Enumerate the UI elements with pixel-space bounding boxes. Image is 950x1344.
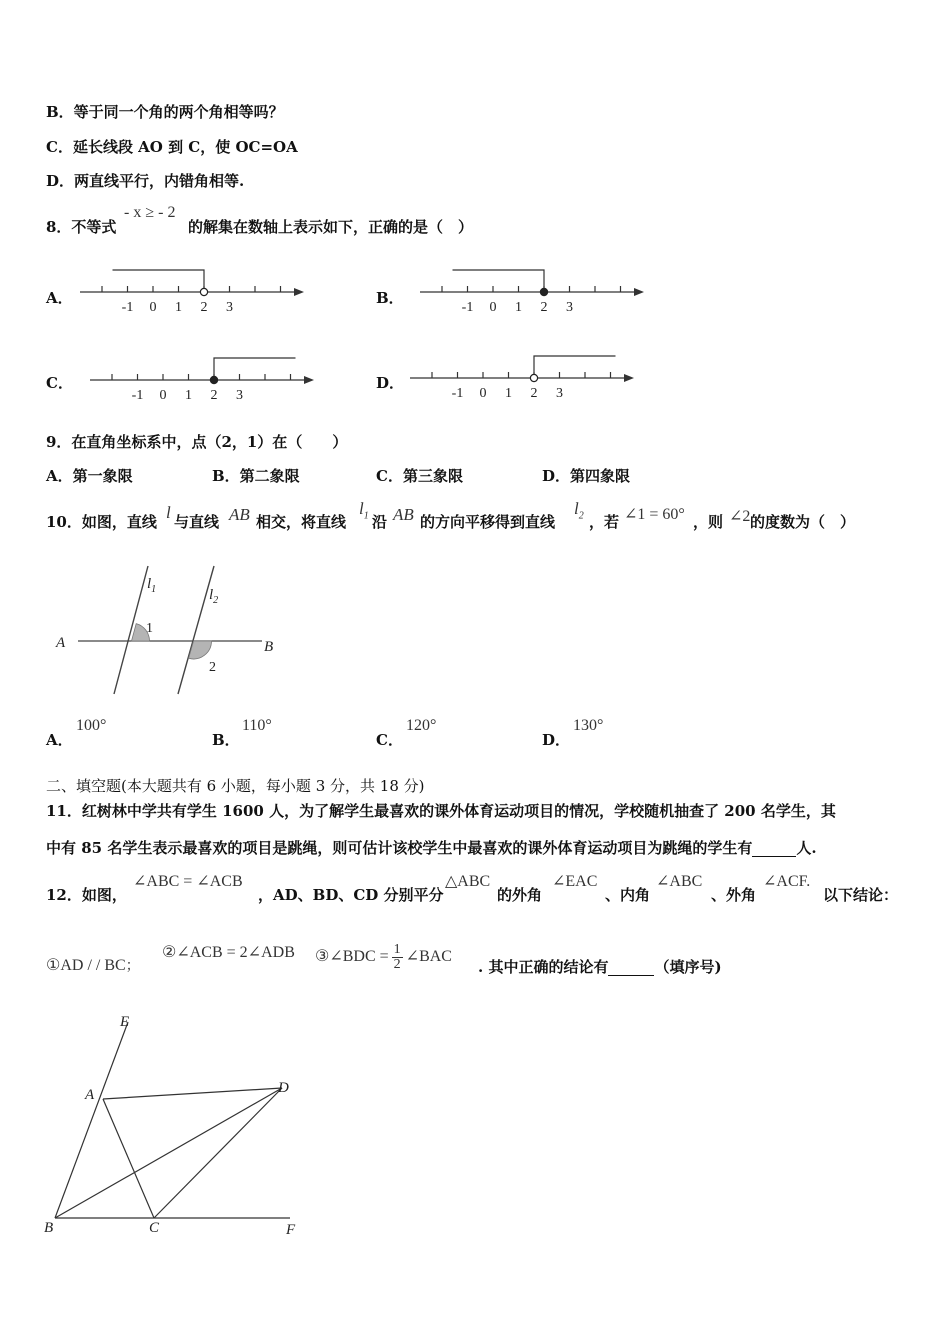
segment-cd — [154, 1088, 282, 1218]
tick-label: 2 — [210, 388, 218, 403]
point-label-c: C — [149, 1220, 160, 1236]
q10-text-3: 相交，将直线 — [256, 513, 347, 531]
q10-text-7: ，则 — [693, 513, 724, 531]
q10-option-b-label: B． — [212, 731, 240, 749]
segment-bd — [55, 1088, 282, 1218]
closed-point — [540, 288, 547, 295]
tick-label: 3 — [566, 300, 573, 315]
q12-figure — [40, 1010, 310, 1240]
tick-label: 0 — [149, 300, 157, 315]
tick-label: 3 — [556, 386, 563, 401]
label-angle-2: 2 — [209, 660, 216, 675]
q10-option-d-value: 130° — [573, 717, 604, 734]
q10-option-c-value: 120° — [406, 717, 437, 734]
q8-label-b: B． — [376, 289, 404, 307]
q10-math-ab-2: AB — [393, 505, 414, 524]
q12-math-acf: ∠ACF. — [763, 873, 811, 890]
tick-label: 0 — [159, 388, 167, 403]
open-point — [530, 374, 537, 381]
q12-text-5: 、外角 — [711, 886, 757, 904]
q7-option-c: C．延长线段 AO 到 C，使 OC=OA — [46, 138, 298, 156]
axis-arrow — [304, 376, 314, 384]
tick-label: -1 — [131, 388, 144, 403]
axis-arrow — [634, 288, 644, 296]
q8-numberline-c — [88, 350, 318, 410]
axis-arrow — [624, 374, 634, 382]
tick-label: 1 — [185, 388, 192, 403]
q10-option-a-label: A． — [46, 731, 73, 749]
point-label-b: B — [44, 1220, 54, 1236]
q10-math-l2: $l_2$ — [574, 499, 584, 522]
open-point — [200, 288, 207, 295]
q12-math-eac: ∠EAC — [552, 873, 598, 890]
label-b: B — [264, 639, 274, 655]
q10-option-b-value: 110° — [242, 717, 272, 734]
q10-math-angle1: ∠1 = 60° — [624, 506, 685, 523]
tick-label: -1 — [461, 300, 474, 315]
tick-label: 3 — [226, 300, 233, 315]
q12-conclusion-3: ③∠BDC = $\frac{1}{2}$ ∠BAC — [315, 942, 452, 972]
q8-label-d: D． — [376, 374, 405, 392]
tick-label: 0 — [489, 300, 497, 315]
q8-inequality: - x ≥ - 2 — [124, 204, 176, 221]
q8-numberline-d — [408, 348, 638, 408]
q8-numberline-a — [78, 262, 308, 322]
q7-option-d: D．两直线平行，内错角相等. — [46, 172, 245, 190]
q10-math-angle2: ∠2 — [729, 508, 751, 525]
segment-ad — [103, 1088, 282, 1099]
q9-option-d: D．第四象限 — [542, 467, 631, 485]
point-label-f: F — [286, 1222, 296, 1238]
label-l1: $l_1$ — [147, 576, 157, 595]
solution-ray — [534, 356, 616, 378]
q11-answer-blank[interactable] — [752, 842, 796, 857]
point-label-d: D — [278, 1080, 289, 1096]
q9-option-a: A．第一象限 — [46, 467, 133, 485]
q8-prefix: 8．不等式 — [46, 218, 117, 236]
q10-math-l1: $l_1$ — [359, 499, 369, 522]
solution-ray — [214, 358, 296, 380]
q9-stem: 9．在直角坐标系中，点（2，1）在（ ） — [46, 433, 348, 451]
q9-option-c: C．第三象限 — [376, 467, 463, 485]
q10-text-8: 的度数为（ ） — [750, 513, 856, 531]
point-label-a: A — [85, 1087, 95, 1103]
label-angle-1: 1 — [146, 621, 153, 636]
q12-answer-blank[interactable] — [608, 961, 654, 976]
q11-line-2: 中有 85 名学生表示最喜欢的项目是跳绳，则可估计该校学生中最喜欢的课外体育运动项目为跳绳的学生有 人. — [46, 839, 817, 857]
q10-text-5: 的方向平移得到直线 — [420, 513, 556, 531]
q12-conclusion-2: ②∠ACB = 2∠ADB — [162, 944, 295, 961]
q9-option-b: B．第二象限 — [212, 467, 300, 485]
tick-label: 2 — [200, 300, 208, 315]
q8-label-a: A． — [46, 289, 73, 307]
q10-option-d-label: D． — [542, 731, 571, 749]
q12-text-3: 的外角 — [497, 886, 543, 904]
q8-label-c: C． — [46, 374, 73, 392]
tick-label: 2 — [530, 386, 538, 401]
label-a: A — [56, 635, 66, 651]
solution-ray — [453, 270, 545, 292]
q8-suffix: 的解集在数轴上表示如下，正确的是（ ） — [188, 218, 474, 236]
tick-label: 0 — [479, 386, 487, 401]
q12-math-abc: ∠ABC — [656, 873, 703, 890]
q10-text-4: 沿 — [372, 513, 388, 531]
tick-label: 1 — [175, 300, 182, 315]
q10-option-c-label: C． — [376, 731, 403, 749]
q8-numberline-b — [418, 262, 648, 322]
segment-be — [55, 1022, 128, 1218]
segment-ac — [103, 1099, 154, 1218]
q12-text-4: 、内角 — [605, 886, 651, 904]
q12-math-eq: ∠ABC = ∠ACB — [133, 873, 243, 890]
q10-text-6: ，若 — [589, 513, 620, 531]
q10-figure — [50, 560, 290, 700]
closed-point — [210, 376, 217, 383]
q10-text-1: 10．如图，直线 — [46, 513, 157, 531]
q12-conclusion-1: ①AD / / BC； — [46, 957, 140, 974]
label-l2: $l_2$ — [209, 587, 219, 606]
q12-text-2: ，AD、BD、CD 分别平分 — [258, 886, 444, 904]
tick-label: 2 — [540, 300, 548, 315]
q10-math-l: l — [166, 503, 171, 522]
q12-text-7: . 其中正确的结论有 （填序号) — [478, 958, 722, 976]
tick-label: 1 — [505, 386, 512, 401]
point-label-e: E — [120, 1014, 130, 1030]
q10-option-a-value: 100° — [76, 717, 107, 734]
q12-text-1: 12．如图， — [46, 886, 127, 904]
q11-line-1: 11．红树林中学共有学生 1600 人，为了解学生最喜欢的课外体育运动项目的情况，学校随机抽查了 200 名学生，其 — [46, 802, 836, 820]
tick-label: 1 — [515, 300, 522, 315]
section-2-heading: 二、填空题(本大题共有 6 小题，每小题 3 分，共 18 分) — [46, 777, 425, 795]
q7-option-b: B．等于同一个角的两个角相等吗？ — [46, 103, 284, 121]
q10-text-2: 与直线 — [174, 513, 220, 531]
tick-label: 3 — [236, 388, 243, 403]
tick-label: -1 — [451, 386, 464, 401]
q12-math-triangle: △ABC — [445, 873, 491, 890]
q12-text-6: 以下结论： — [823, 886, 899, 904]
axis-arrow — [294, 288, 304, 296]
solution-ray — [113, 270, 205, 292]
tick-label: -1 — [121, 300, 134, 315]
q10-math-ab: AB — [229, 505, 250, 524]
